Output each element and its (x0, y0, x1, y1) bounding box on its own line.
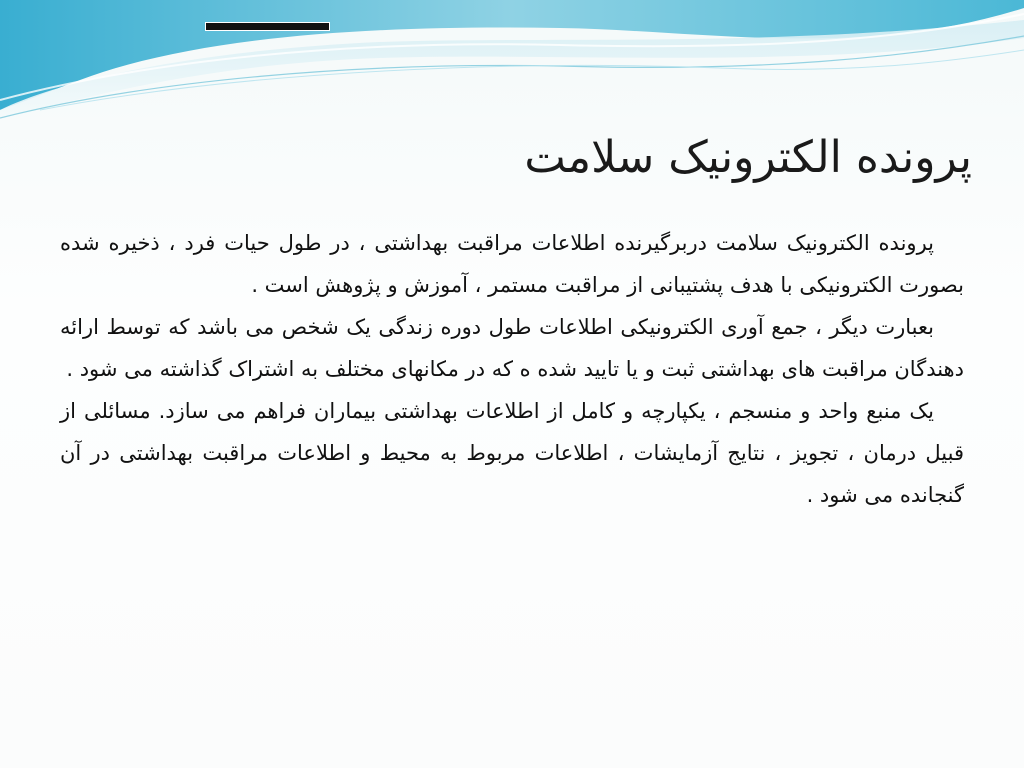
header-badge (205, 22, 330, 31)
slide-title: پرونده الکترونیک سلامت (524, 132, 972, 183)
paragraph-1: پرونده الکترونیک سلامت دربرگیرنده اطلاعات مراقبت بهداشتی ، در طول حیات فرد ، ذخیره شده بصورت الکترونیکی با هدف پشتیبانی از مراقبت مستمر ، آموزش و پژوهش است . (60, 231, 964, 297)
paragraph-3: یک منبع واحد و منسجم ، یکپارچه و کامل از اطلاعات بهداشتی بیماران فراهم می سازد. مسائلی از قبیل درمان ، تجویز ، نتایج آزمایشات ، اطلاعات مربوط به محیط و اطلاعات مراقبت بهداشتی در آن گنجانده می شود . (60, 399, 964, 507)
slide-body (60, 222, 964, 516)
header-wave-decoration (0, 0, 1024, 130)
paragraph-2: بعبارت دیگر ، جمع آوری الکترونیکی اطلاعات طول دوره زندگی یک شخص می باشد که توسط ارائه دهندگان مراقبت های بهداشتی ثبت و یا تایید شده ه که در مکانهای مختلف به اشتراک گذاشته می شود . (60, 315, 964, 381)
